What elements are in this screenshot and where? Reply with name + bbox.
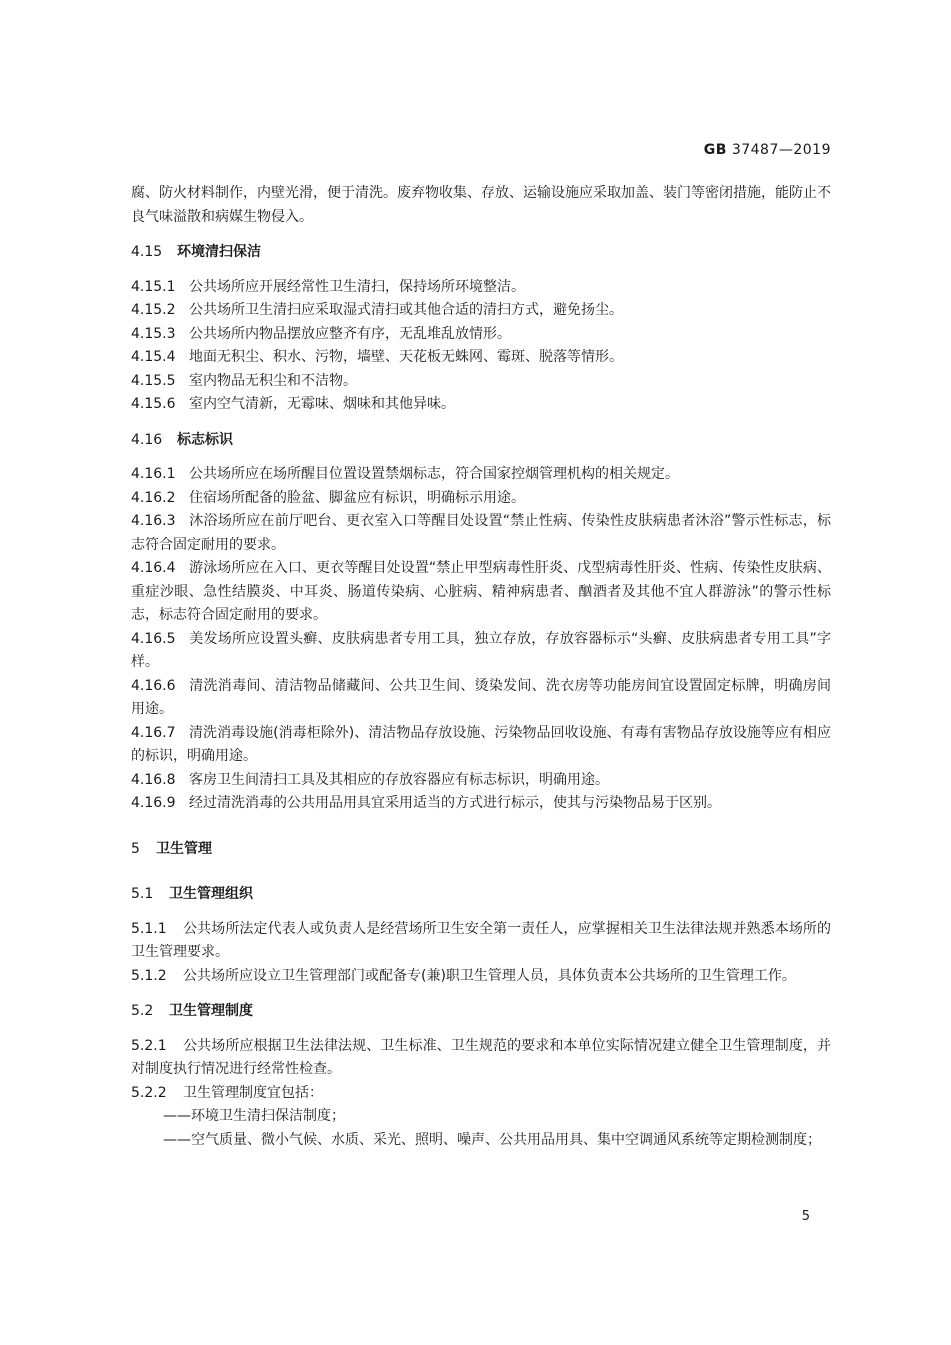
standard-prefix: GB	[703, 142, 727, 158]
clause-4-15-4: 4.15.4 地面无积尘、积水、污物，墙壁、天花板无蛛网、霉斑、脱落等情形。	[131, 349, 623, 365]
clause-4-15-6: 4.15.6 室内空气清新，无霉味、烟味和其他异味。	[131, 396, 455, 412]
list-item: ——空气质量、微小气候、水质、采光、照明、噪声、公共用品用具、集中空调通风系统等定期检测制度；	[163, 1131, 821, 1148]
clause-4-15-3: 4.15.3 公共场所内物品摆放应整齐有序，无乱堆乱放情形。	[131, 325, 511, 342]
clause-5-1-2: 5.1.2 公共场所应设立卫生管理部门或配备专(兼)职卫生管理人员，具体负责本公共场所的卫生管理工作。	[131, 967, 796, 984]
clause-4-15-1: 4.15.1 公共场所应开展经常性卫生清扫，保持场所环境整洁。	[131, 278, 525, 295]
section-4-16-heading: 4.16 标志标识	[131, 431, 233, 448]
page-number: 5	[801, 1209, 810, 1224]
clause-5-2-1: 5.2.1 公共场所应根据卫生法律法规、卫生标准、卫生规范的要求和本单位实际情况建立健全卫生管理制度，并对制度执行情况进行经常性检查。	[131, 1037, 831, 1077]
section-5-heading: 5 卫生管理	[131, 840, 212, 857]
clause-4-16-5: 4.16.5 美发场所应设置头癣、皮肤病患者专用工具，独立存放，存放容器标示“头癣、皮肤病患者专用工具”字样。	[131, 630, 831, 670]
clause-4-16-6: 4.16.6 清洗消毒间、清洁物品储藏间、公共卫生间、烫染发间、洗衣房等功能房间宜设置固定标牌，明确房间用途。	[131, 677, 831, 717]
clause-4-16-2: 4.16.2 住宿场所配备的脸盆、脚盆应有标识，明确标示用途。	[131, 489, 525, 506]
section-4-15-heading: 4.15 环境清扫保洁	[131, 244, 261, 260]
clause-4-16-3: 4.16.3 沐浴场所应在前厅吧台、更衣室入口等醒目处设置“禁止性病、传染性皮肤病患者沐浴”警示性标志，标志符合固定耐用的要求。	[131, 513, 831, 553]
document-body	[131, 182, 831, 1152]
intro-paragraph: 腐、防火材料制作，内壁光滑，便于清洗。废弃物收集、存放、运输设施应采取加盖、装门等密闭措施，能防止不良气味溢散和病媒生物侵入。	[131, 185, 831, 225]
clause-5-1-1: 5.1.1 公共场所法定代表人或负责人是经营场所卫生安全第一责任人，应掌握相关卫生法律法规并熟悉本场所的卫生管理要求。	[131, 920, 831, 960]
clause-4-16-1: 4.16.1 公共场所应在场所醒目位置设置禁烟标志，符合国家控烟管理机构的相关规定。	[131, 466, 679, 482]
clause-4-16-4: 4.16.4 游泳场所应在入口、更衣等醒目处设置“禁止甲型病毒性肝炎、戊型病毒性肝炎、性病、传染性皮肤病、重症沙眼、急性结膜炎、中耳炎、肠道传染病、心脏病、精神病患者、酗酒者及其他不宜人群游泳”的警示性标志，标志符合固定耐用的要求。	[131, 560, 831, 623]
list-item: ——环境卫生清扫保洁制度；	[163, 1108, 345, 1124]
clause-4-15-5: 4.15.5 室内物品无积尘和不洁物。	[131, 372, 357, 389]
clause-4-16-9: 4.16.9 经过清洗消毒的公共用品用具宜采用适当的方式进行标示，使其与污染物品易于区别。	[131, 795, 721, 811]
standard-code	[704, 142, 831, 158]
section-5-2-heading: 5.2 卫生管理制度	[131, 1003, 253, 1019]
clause-4-16-8: 4.16.8 客房卫生间清扫工具及其相应的存放容器应有标志标识，明确用途。	[131, 771, 609, 788]
clause-5-2-2: 5.2.2 卫生管理制度宜包括：	[131, 1084, 323, 1101]
standard-number: 37487—2019	[731, 142, 831, 158]
section-5-1-heading: 5.1 卫生管理组织	[131, 886, 253, 902]
clause-4-15-2: 4.15.2 公共场所卫生清扫应采取湿式清扫或其他合适的清扫方式，避免扬尘。	[131, 302, 623, 318]
clause-4-16-7: 4.16.7 清洗消毒设施(消毒柜除外)、清洁物品存放设施、污染物品回收设施、有毒有害物品存放设施等应有相应的标识，明确用途。	[131, 724, 831, 764]
